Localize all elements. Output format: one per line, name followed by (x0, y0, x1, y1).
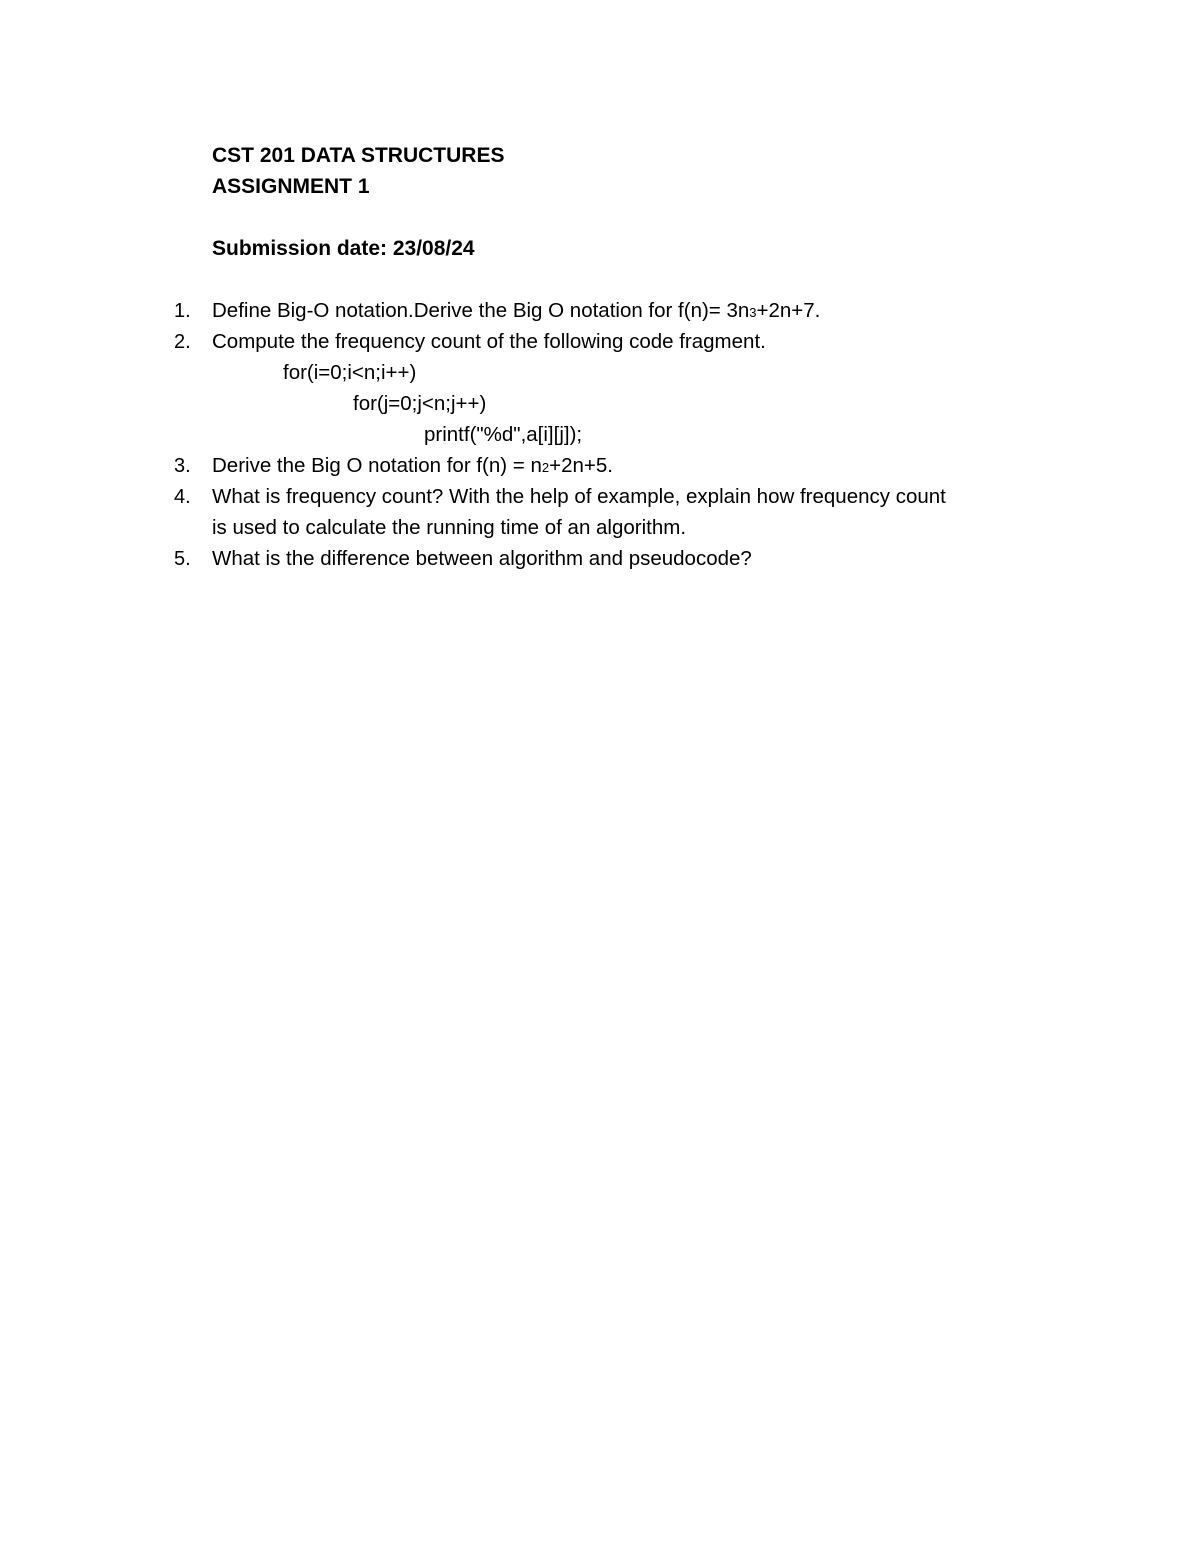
question-1-text-before: Define Big-O notation.Derive the Big O notation for f(n)= 3n (212, 299, 750, 322)
question-3-text-before: Derive the Big O notation for f(n) = n (212, 454, 542, 477)
question-3-exponent: 2 (541, 460, 550, 475)
question-2-text: Compute the frequency count of the following code fragment. (212, 330, 766, 353)
question-3-text (212, 453, 613, 481)
course-title: CST 201 DATA STRUCTURES (212, 144, 505, 167)
assignment-title: ASSIGNMENT 1 (212, 175, 370, 198)
question-1-number: 1. (174, 300, 191, 322)
code-line-inner-loop: for(j=0;j<n;j++) (353, 392, 487, 415)
question-4-number: 4. (174, 486, 191, 508)
question-1-text-after: +2n+7. (756, 299, 821, 322)
code-line-printf: printf("%d",a[i][j]); (424, 423, 583, 446)
question-3-text-after: +2n+5. (549, 454, 613, 477)
question-1-exponent: 3 (749, 305, 757, 320)
question-5-text: What is the difference between algorithm and pseudocode? (212, 547, 752, 570)
question-5-number: 5. (174, 548, 191, 570)
question-4-line-1: What is frequency count? With the help of example, explain how frequency count (212, 485, 946, 508)
question-1-text (212, 298, 820, 326)
question-4-line-2: is used to calculate the running time of an algorithm. (212, 516, 687, 539)
question-3-number: 3. (174, 455, 191, 477)
question-2-number: 2. (174, 331, 191, 353)
code-line-outer-loop: for(i=0;i<n;i++) (283, 361, 417, 384)
submission-date: Submission date: 23/08/24 (212, 237, 475, 260)
